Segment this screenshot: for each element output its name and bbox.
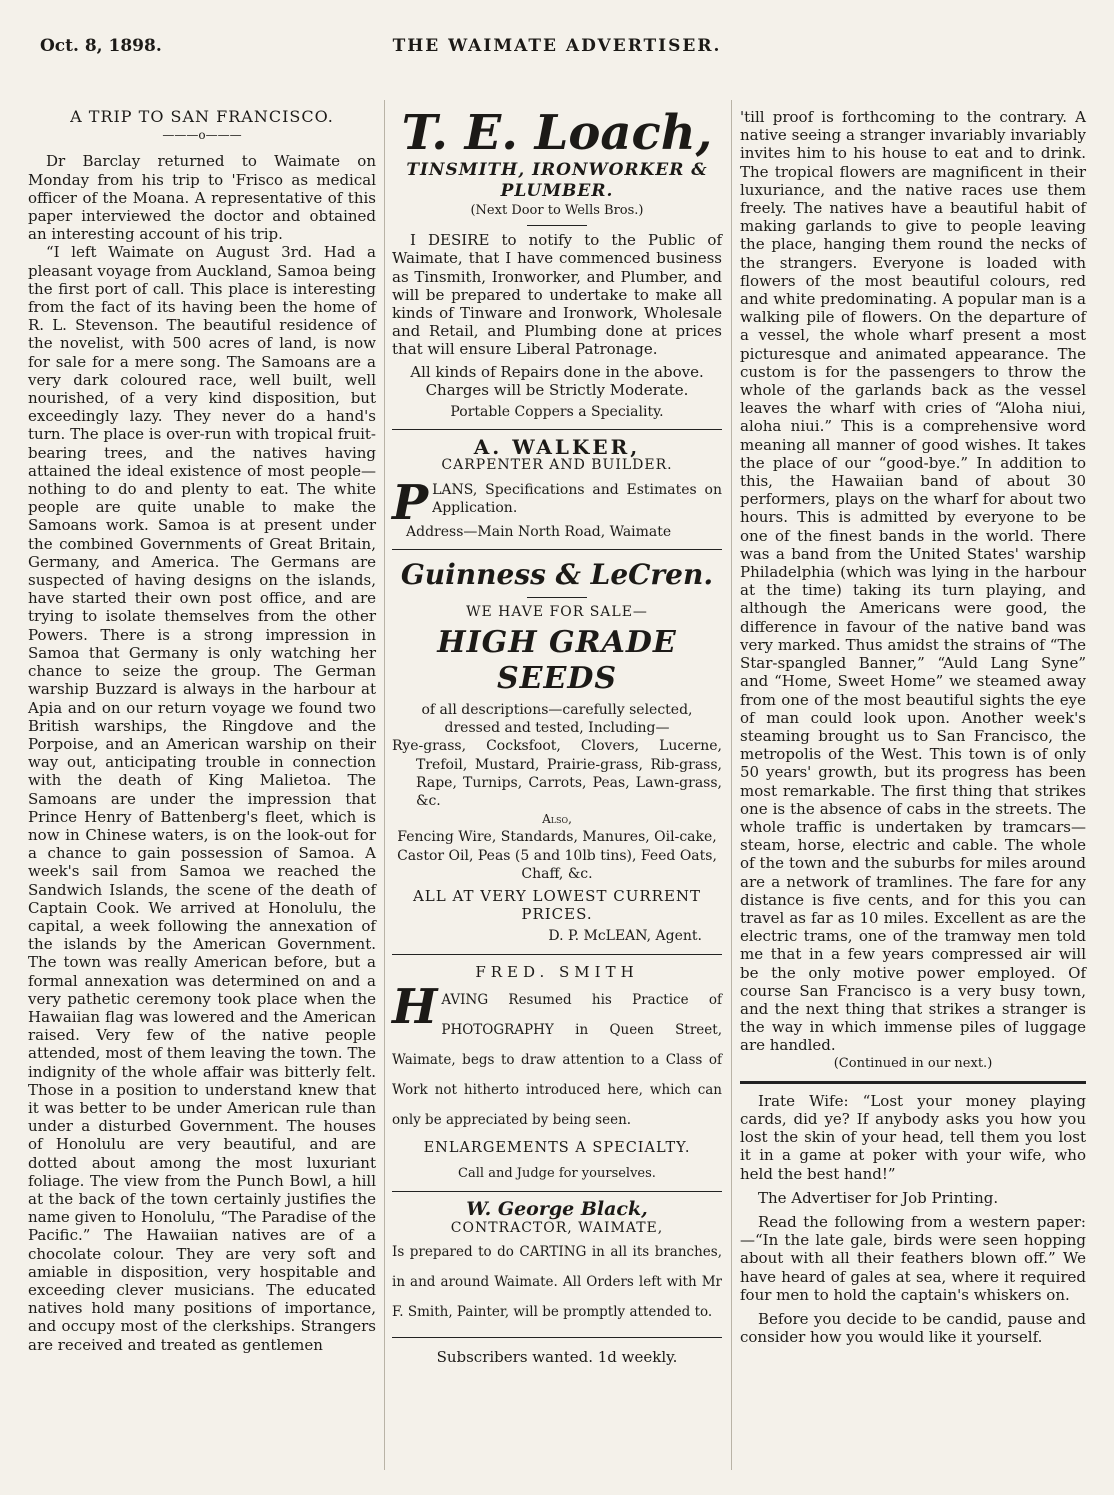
divider <box>392 549 722 550</box>
loach-address: (Next Door to Wells Bros.) <box>470 203 644 218</box>
candid-item: Before you decide to be candid, pause and consider how you would like it yourself. <box>740 1310 1086 1347</box>
for-sale: WE HAVE FOR SALE— <box>466 603 648 620</box>
agent-name: D. P. McLEAN, Agent. <box>548 928 702 945</box>
lowest-prices: ALL AT VERY LOWEST CURRENT PRICES. <box>412 887 702 924</box>
dropcap-p: P <box>392 474 429 531</box>
article-continuation: 'till proof is forthcoming to the contrary. A native seeing a stranger invariably invariably invites him to his house to eat and to drink. The tropical flowers are magnificent in their luxuriance, and the native races use them freely. The natives have a beautiful habit of making garlands to give to people leaving the place, hanging them round the necks of the strangers. Everyone is loaded with flowers of the most beautiful colours, red and white predominating. A popular man is a walking pile of flowers. On the departure of a vessel, the whole wharf present a most picturesque and animated appearance. The custom is for the passengers to throw the whole of the garlands back as the vessel leaves the wharf with cries of “Aloha niui, aloha niui.” This is a comprehensive word meaning all manner of good wishes. It takes the place of our “good-bye.” In addition to this, the Hawaiian band of about 30 performers, plays on the wharf for about two hours. This is admitted by everyone to be one of the finest bands in the world. There was a band from the United States' warship Philadelphia (which was lying in the harbour at the time) taking its turn playing, and although the Americans were good, the difference in favour of the native band was very marked. Thus amidst the strains of “The Star-spangled Banner,” “Auld Lang Syne” and “Home, Sweet Home” we steamed away from one of the most beautiful sights the eye of man could look upon. Another week's steaming brought us to San Francisco, the metropolis of the West. This town is of only 50 years' growth, but its progress has been most remarkable. The first thing that strikes one is the absence of cabs in the streets. The whole traffic is undertaken by tramcars—steam, horse, electric and cable. The whole of the town and the suburbs for miles around are a network of tramlines. The fare for any distance is five cents, and for this you can travel as far as 10 miles. Excellent as are the electric trams, one of the tramway men told me that in a few years compressed air will be the only motive power employed. Of course San Francisco is a very busy town, and the next thing that strikes a stranger is the way in which immense piles of luggage are handled. <box>740 108 1086 1055</box>
enlargements: ENLARGEMENTS A SPECIALTY. <box>423 1139 691 1156</box>
seeds-list: Rye-grass, Cocksfoot, Clovers, Lucerne, Trefoil, Mustard, Prairie-grass, Rib-grass, Rape, Turnips, Carrots, Peas, Lawn-grass, &c. <box>392 738 722 810</box>
masthead <box>0 0 1114 80</box>
loach-coppers: Portable Coppers a Speciality. <box>450 404 664 421</box>
gale-item: Read the following from a western paper:—“In the late gale, birds were seen hopping about with all their feathers blown off.” We have heard of gales at sea, where it required four men to hold the captain's whiskers on. <box>740 1212 1086 1304</box>
smith-body: AVING Resumed his Practice of PHOTOGRAPHY in Queen Street, Waimate, begs to draw attention to a Class of Work not hitherto introduced here, which can only be appreciated by being seen. <box>392 991 722 1128</box>
article-headline: A TRIP TO SAN FRANCISCO. <box>70 107 334 126</box>
walker-trade: CARPENTER AND BUILDER. <box>441 457 673 474</box>
fencing-list: Fencing Wire, Standards, Manures, Oil-cake, Castor Oil, Peas (5 and 10lb tins), Feed Oats, Chaff, &c. <box>397 829 717 882</box>
loach-trades: TINSMITH, IRONWORKER & PLUMBER. <box>406 160 708 201</box>
guinness-name: Guinness & LeCren. <box>400 557 714 591</box>
loach-repairs: All kinds of Repairs done in the above. Charges will be Strictly Moderate. <box>410 362 704 399</box>
black-name: W. George Black, <box>466 1198 648 1221</box>
continued-note: (Continued in our next.) <box>833 1055 993 1071</box>
column-1 <box>28 108 376 1354</box>
loach-body: I DESIRE to notify to the Public of Waimate, that I have commenced business as Tinsmith, Ironworker, and Plumber, and will be prepared to undertake to make all kinds of Tinware and Ironwork, Wholesale and Retail, and Plumbing done at prices that will ensure Liberal Patronage. <box>392 231 722 359</box>
divider <box>392 1191 722 1192</box>
divider <box>527 225 587 226</box>
column-3 <box>740 108 1086 1346</box>
article-body: “I left Waimate on August 3rd. Had a pleasant voyage from Auckland, Samoa being the first port of call. This place is interesting from the fact of its having been the home of R. L. Stevenson. The beautiful residence of the novelist, with 500 acres of land, is now for sale for a mere song. The Samoans are a very dark coloured race, well built, well nourished, of a very kind disposition, but exceedingly lazy. They never do a hand's turn. The place is over-run with tropical fruit-bearing trees, and the natives having attained the ideal existence of most people—nothing to do and plenty to eat. The white people are quite unable to make the Samoans work. Samoa is at present under the combined Governments of Great Britain, Germany, and America. The Germans are suspected of having designs on the islands, have started their own post office, and are trying to isolate themselves from the other Powers. There is a strong impression in Samoa that Germany is only watching her chance to seize the group. The German warship Buzzard is always in the harbour at Apia and on our return voyage we found two British warships, the Ringdove and the Porpoise, and an American warship on their way out, anticipating trouble in connection with the death of King Malietoa. The Samoans are under the impression that Prince Henry of Battenberg's fleet, which is now in Chinese waters, is on the look-out for a chance to gain possession of Samoa. A week's sail from Samoa we reached the Sandwich Islands, the scene of the death of Captain Cook. We arrived at Honolulu, the capital, a week following the annexation of the islands by the American Government. The town was really American before, but a formal annexation was determined on and a very pathetic ceremony took place when the Hawaiian flag was lowered and the American raised. Very few of the native people attended, most of them leaving the town. The indignity of the whole affair was bitterly felt. Those in a position to understand knew that it was better to be under American rule than under a disturbed Government. The houses of Honolulu are very beautiful, and are dotted about among the most luxuriant foliage. The view from the Punch Bowl, a hill at the back of the town certainly justifies the name given to Honolulu, “The Paradise of the Pacific.” The Hawaiian natives are of a chocolate colour. They are very soft and amiable in disposition, very hospitable and exceeding clever musicians. The educated natives hold many positions of importance, and occupy most of the clerkships. Strangers are received and treated as gentlemen <box>28 243 376 1354</box>
paper-title: THE WAIMATE ADVERTISER. <box>392 36 722 56</box>
walker-address: Address—Main North Road, Waimate <box>406 523 672 540</box>
walker-plans: LANS, Specifications and Estimates on Application. <box>432 481 722 516</box>
walker-name: A. WALKER, <box>473 435 641 460</box>
irate-wife-item: Irate Wife: “Lost your money playing cards, did ye? If anybody asks you how you lost the skin of your head, tell them you lost it in a game at poker with your wife, who held the best hand!” <box>740 1091 1086 1183</box>
divider <box>740 1081 1086 1084</box>
seeds-heading: HIGH GRADE SEEDS <box>437 625 677 697</box>
subscribers-notice: Subscribers wanted. 1d weekly. <box>436 1347 678 1366</box>
dropcap-h: H <box>392 978 438 1035</box>
divider <box>392 954 722 955</box>
divider <box>527 597 587 598</box>
smith-call: Call and Judge for yourselves. <box>458 1166 656 1182</box>
article-intro: Dr Barclay returned to Waimate on Monday from his trip to 'Frisco as medical officer of the Moana. A representative of this paper interviewed the doctor and obtained an interesting account of his trip. <box>28 152 376 244</box>
job-printing-notice: The Advertiser for Job Printing. <box>758 1188 999 1207</box>
divider <box>392 1337 722 1338</box>
loach-name: T. E. Loach, <box>401 105 713 161</box>
black-trade: CONTRACTOR, WAIMATE, <box>450 1219 664 1236</box>
column-2 <box>392 105 722 1366</box>
divider <box>392 429 722 430</box>
issue-date: Oct. 8, 1898. <box>40 36 162 56</box>
smith-name: FRED. SMITH <box>475 962 639 981</box>
column-rule <box>384 100 385 1470</box>
headline-separator: ———o——— <box>162 128 242 143</box>
black-body: Is prepared to do CARTING in all its branches, in and around Waimate. All Orders left with Mr F. Smith, Painter, will be promptly attended to. <box>392 1243 722 1320</box>
also-label: Also, <box>542 812 572 827</box>
column-rule <box>731 100 732 1470</box>
seeds-desc: of all descriptions—carefully selected, dressed and tested, Including— <box>421 702 693 737</box>
